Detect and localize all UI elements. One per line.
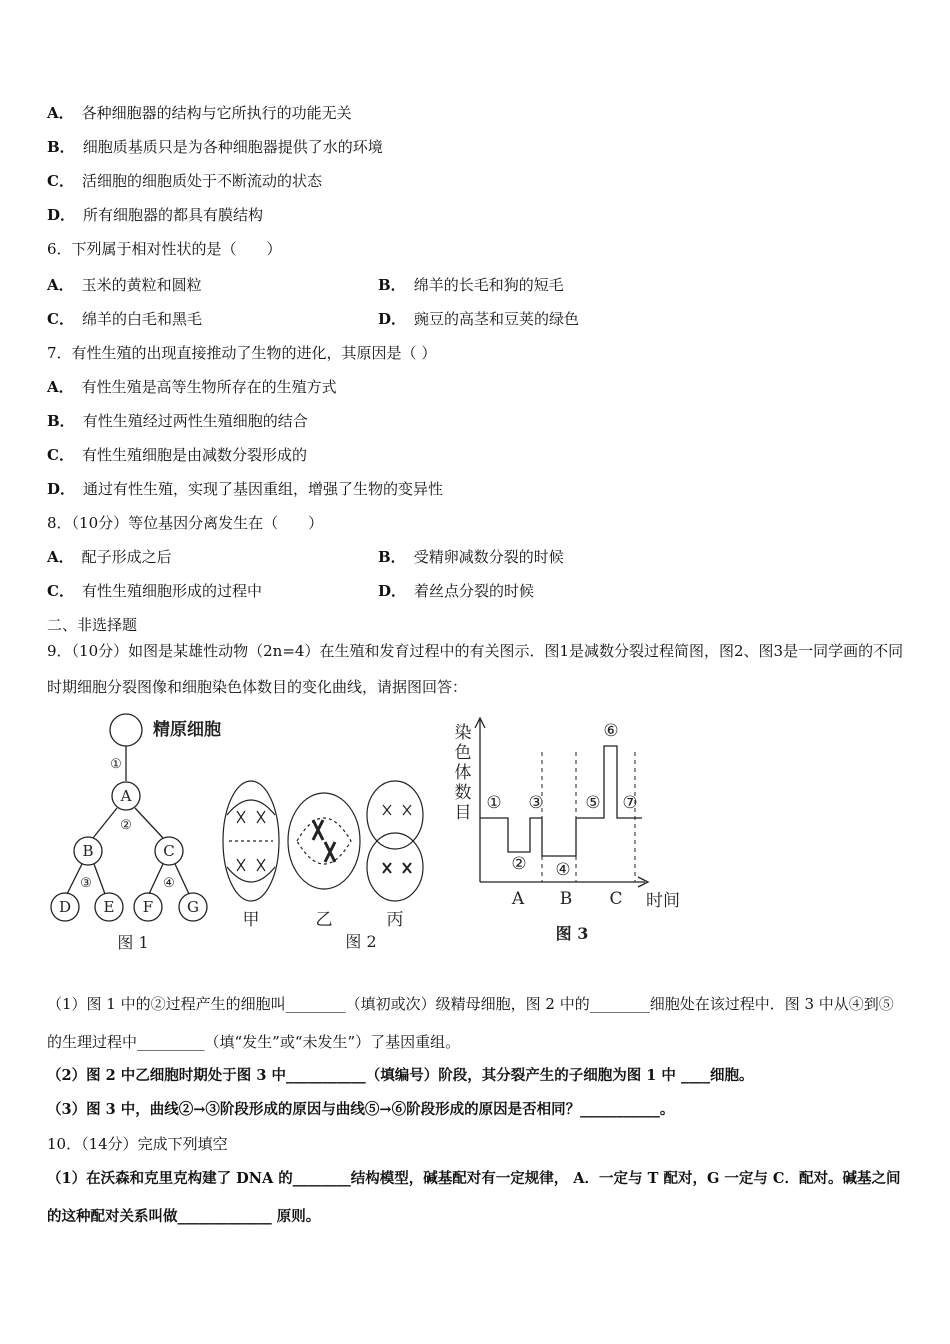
q8-option-a: A． 配子形成之后 [47, 548, 172, 566]
label-b: B [82, 842, 94, 860]
q7-option-c: C． 有性生殖细胞是由减数分裂形成的 [47, 446, 307, 464]
stage-6: ⑥ [603, 721, 619, 741]
ylabel-4: 数 [454, 783, 472, 803]
q7-option-b: B． 有性生殖经过两性生殖细胞的结合 [47, 412, 308, 430]
mark-a: A [511, 889, 525, 909]
q6-option-b: B． 绵羊的长毛和狗的短毛 [378, 276, 564, 294]
q9-part-2: （2）图 2 中乙细胞时期处于图 3 中___________（填编号）阶段，其分裂产生的子细胞为图 1 中 ____细胞。 [47, 1067, 754, 1084]
fig1-title: 精原细胞 [153, 720, 221, 740]
label-yi: 乙 [315, 910, 333, 930]
fig3-caption: 图 3 [555, 924, 589, 943]
spermatogonium-cell [110, 714, 142, 746]
q8-option-d: D． 着丝点分裂的时候 [378, 582, 535, 600]
figure-3 [450, 712, 690, 947]
label-bing: 丙 [386, 910, 404, 930]
chromosome-curve [480, 746, 642, 856]
fig2-caption: 图 2 [345, 932, 377, 951]
label-g: G [187, 898, 199, 916]
cell-bing-top [367, 781, 423, 849]
q5-option-b: B． 细胞质基质只是为各种细胞器提供了水的环境 [47, 138, 383, 156]
q5-option-c: C． 活细胞的细胞质处于不断流动的状态 [47, 172, 322, 190]
stage-1: ① [486, 793, 502, 813]
label-d: D [58, 898, 72, 916]
q6-option-d: D． 豌豆的高茎和豆荚的绿色 [378, 310, 580, 328]
ylabel-1: 染 [454, 723, 472, 743]
q9-part-3: （3）图 3 中，曲线②→③阶段形成的原因与曲线⑤→⑥阶段形成的原因是否相同？___________。 [47, 1101, 675, 1118]
q8-stem: 8．（10分）等位基因分离发生在（ ） [47, 514, 324, 532]
q9-stem: 9．（10分）如图是某雄性动物（2n=4）在生殖和发育过程中的有关图示．图1是减数分裂过程简图，图2、图3是一同学画的不同时期细胞分裂图像和细胞染色体数目的变化曲线，请据图回答： [47, 642, 904, 696]
fig1-step-4: ④ [163, 876, 175, 891]
q6-stem: 6．下列属于相对性状的是（ ） [47, 240, 282, 258]
q10-part-1: （1）在沃森和克里克构建了 DNA 的________结构模型，碱基配对有一定规律， A．一定与 T 配对，G 一定与 C．配对。碱基之间的这种配对关系叫做_____________ 原则。 [47, 1170, 901, 1225]
label-f: F [142, 898, 154, 916]
q7-stem: 7．有性生殖的出现直接推动了生物的进化，其原因是（ ） [47, 344, 437, 362]
stage-2: ② [511, 854, 527, 874]
fig1-step-2: ② [120, 818, 132, 833]
q5-option-d: D． 所有细胞器的都具有膜结构 [47, 206, 264, 224]
mark-c: C [609, 889, 623, 909]
label-a: A [120, 787, 132, 805]
cell-yi [288, 793, 360, 889]
q7-option-d: D． 通过有性生殖，实现了基因重组，增强了生物的变异性 [47, 480, 444, 498]
q8-option-c: C． 有性生殖细胞形成的过程中 [47, 582, 262, 600]
stage-7: ⑦ [622, 793, 638, 813]
q6-option-c: C． 绵羊的白毛和黑毛 [47, 310, 202, 328]
ylabel-5: 目 [454, 803, 472, 823]
stage-5: ⑤ [585, 793, 601, 813]
stage-3: ③ [528, 793, 544, 813]
label-e: E [103, 898, 115, 916]
figure-2 [215, 775, 435, 960]
ylabel-3: 体 [454, 763, 472, 783]
fig1-step-3: ③ [80, 876, 92, 891]
label-jia: 甲 [242, 910, 260, 930]
ylabel-2: 色 [454, 743, 472, 763]
xlabel: 时间 [646, 891, 680, 911]
label-c: C [163, 842, 175, 860]
stage-4: ④ [555, 860, 571, 880]
q8-option-b: B． 受精卵减数分裂的时候 [378, 548, 564, 566]
fig1-caption: 图 1 [117, 933, 149, 952]
q5-option-a: A． 各种细胞器的结构与它所执行的功能无关 [47, 104, 352, 122]
q10-stem: 10．（14分）完成下列填空 [47, 1135, 228, 1153]
mark-b: B [559, 889, 573, 909]
q7-option-a: A． 有性生殖是高等生物所存在的生殖方式 [47, 378, 337, 396]
section-heading: 二、非选择题 [47, 616, 138, 634]
q6-option-a: A． 玉米的黄粒和圆粒 [47, 276, 202, 294]
fig1-step-1: ① [110, 757, 122, 772]
q9-part-1: （1）图 1 中的②过程产生的细胞叫________（填初或次）级精母细胞，图 2 中的________细胞处在该过程中．图 3 中从④到⑤的生理过程中_________（填“发生”或“未发生”）了基因重组。 [47, 995, 894, 1051]
